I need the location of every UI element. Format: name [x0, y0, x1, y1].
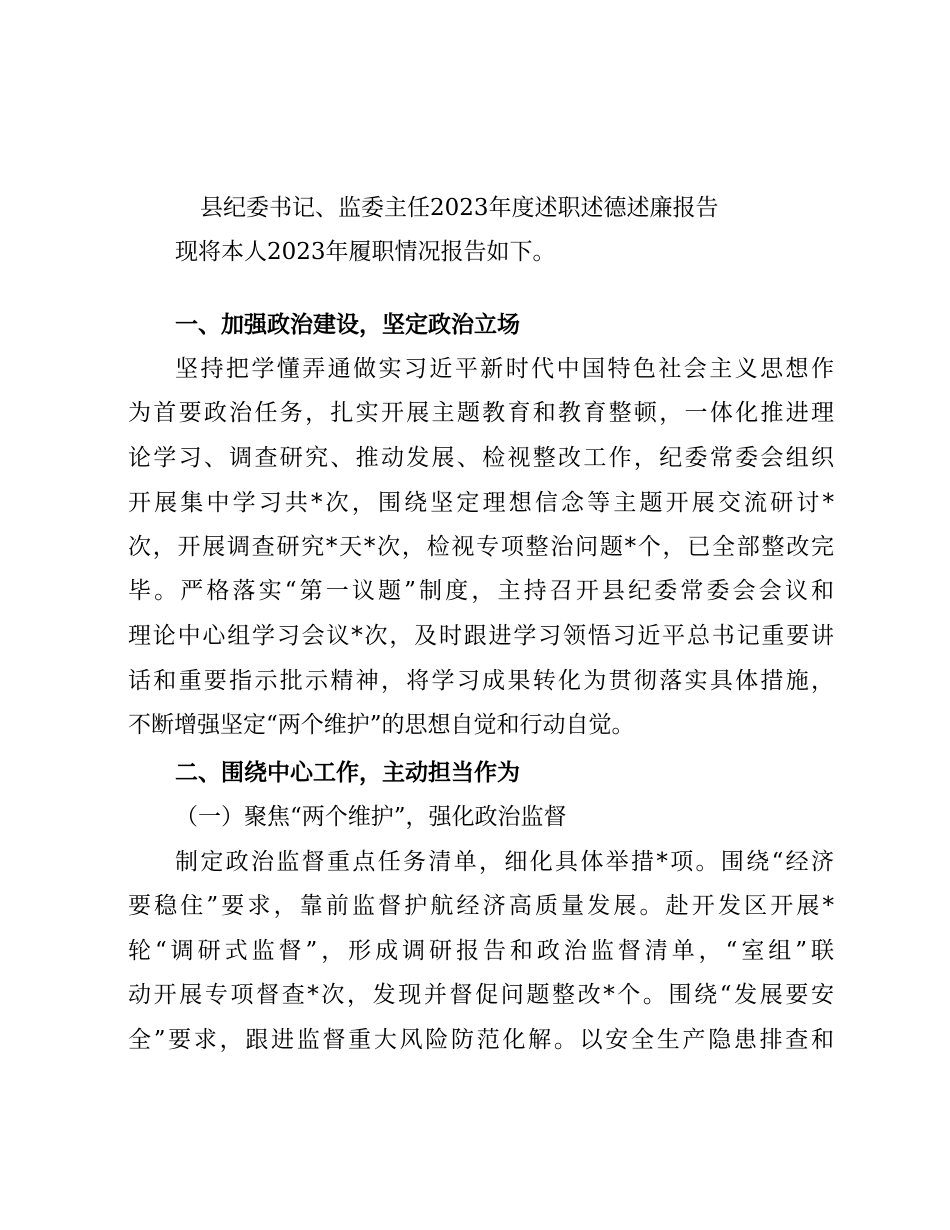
paragraph-line: 坚持把学懂弄通做实习近平新时代中国特色社会主义思想作	[175, 356, 834, 382]
paragraph-line: 不断增强坚定“两个维护”的思想自觉和行动自觉。	[128, 712, 635, 738]
paragraph-line: 理论中心组学习会议*次，及时跟进学习领悟习近平总书记重要讲	[128, 623, 834, 649]
paragraph-line: 全”要求，跟进监督重大风险防范化解。以安全生产隐患排查和	[128, 1027, 834, 1053]
paragraph-line: 论学习、调查研究、推动发展、检视整改工作，纪委常委会组织	[128, 445, 834, 471]
paragraph-line: 轮“调研式监督”，形成调研报告和政治监督清单，“室组”联	[128, 938, 834, 964]
section1-heading: 一、加强政治建设，坚定政治立场	[175, 311, 520, 338]
paragraph-line: 要稳住”要求，靠前监督护航经济高质量发展。赴开发区开展*	[128, 893, 834, 919]
document-title: 县纪委书记、监委主任2023年度述职述德述廉报告	[200, 195, 719, 221]
paragraph-line: 制定政治监督重点任务清单，细化具体举措*项。围绕“经济	[175, 849, 834, 875]
paragraph-line: 毕。严格落实“第一议题”制度，主持召开县纪委常委会会议和	[128, 578, 834, 604]
paragraph-line: 话和重要指示批示精神，将学习成果转化为贯彻落实具体措施，	[128, 668, 834, 694]
section2-subheading: （一）聚焦“两个维护”，强化政治监督	[175, 804, 567, 830]
section2-heading: 二、围绕中心工作，主动担当作为	[175, 759, 520, 786]
paragraph-line: 次，开展调查研究*天*次，检视专项整治问题*个，已全部整改完	[128, 534, 834, 560]
paragraph-line: 开展集中学习共*次，围绕坚定理想信念等主题开展交流研讨*	[128, 490, 834, 516]
intro-line: 现将本人2023年履职情况报告如下。	[175, 239, 556, 265]
paragraph-line: 动开展专项督查*次，发现并督促问题整改*个。围绕“发展要安	[128, 982, 834, 1008]
paragraph-line: 为首要政治任务，扎实开展主题教育和教育整顿，一体化推进理	[128, 400, 834, 426]
